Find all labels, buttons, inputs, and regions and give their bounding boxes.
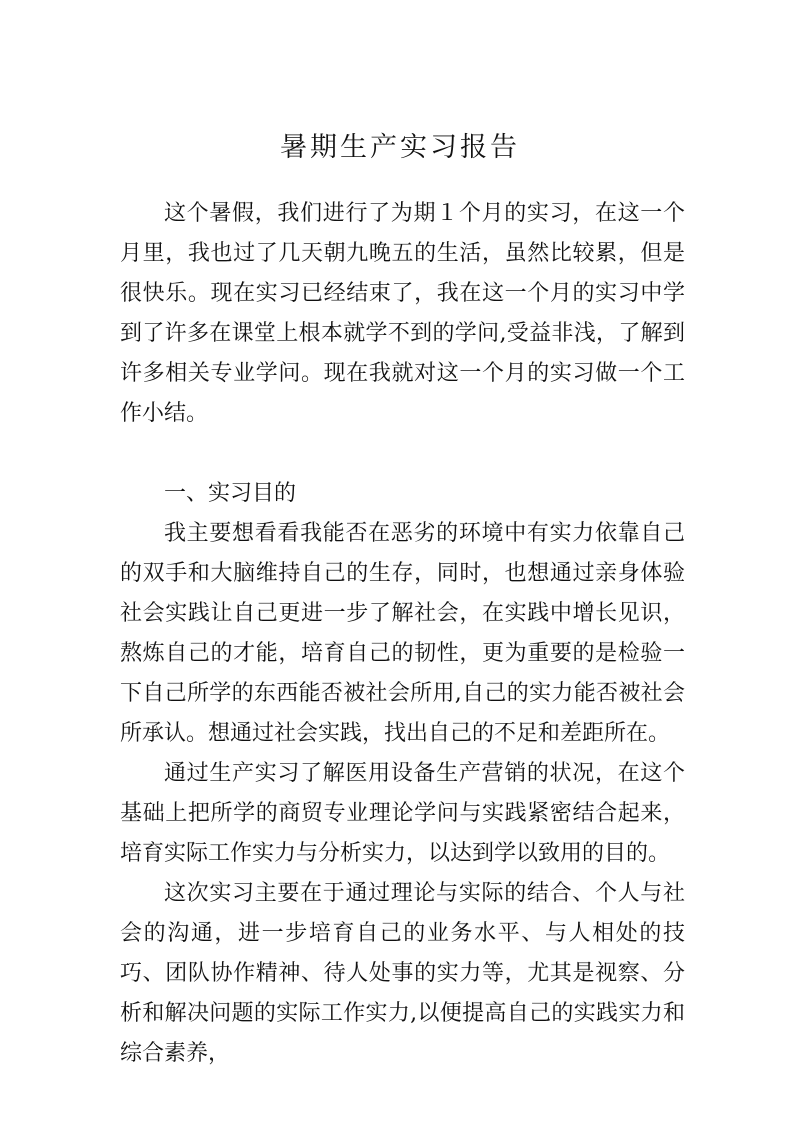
purpose-paragraph-1: 我主要想看看我能否在恶劣的环境中有实力依靠自己的双手和大脑维持自己的生存，同时，也想通过亲身体验社会实践让自己更进一步了解社会，在实践中增长见识，熬炼自己的才能，培育自己的韧性，更为重要的是检验一下自己所学的东西能否被社会所用,自己的实力能否被社会所承认。想通过社会实践，找出自己的不足和差距所在。 bbox=[120, 521, 685, 746]
document-body bbox=[120, 194, 685, 1074]
intro-paragraph: 这个暑假，我们进行了为期１个月的实习，在这一个月里，我也过了几天朝九晚五的生活，虽然比较累，但是很快乐。现在实习已经结束了，我在这一个月的实习中学到了许多在课堂上根本就学不到的学问,受益非浅，了解到许多相关专业学问。现在我就对这一个月的实习做一个工作小结。 bbox=[120, 201, 685, 426]
purpose-paragraph-2: 通过生产实习了解医用设备生产营销的状况，在这个基础上把所学的商贸专业理论学问与实践紧密结合起来，培育实际工作实力与分析实力，以达到学以致用的目的。 bbox=[120, 761, 685, 866]
purpose-paragraph-3: 这次实习主要在于通过理论与实际的结合、个人与社会的沟通，进一步培育自己的业务水平、与人相处的技巧、团队协作精神、待人处事的实力等，尤其是视察、分析和解决问题的实际工作实力,以便提高自己的实践实力和综合素养， bbox=[120, 881, 685, 1066]
section-heading-purpose: 一、实习目的 bbox=[164, 481, 297, 506]
document-title: 暑期生产实习报告 bbox=[280, 132, 520, 163]
